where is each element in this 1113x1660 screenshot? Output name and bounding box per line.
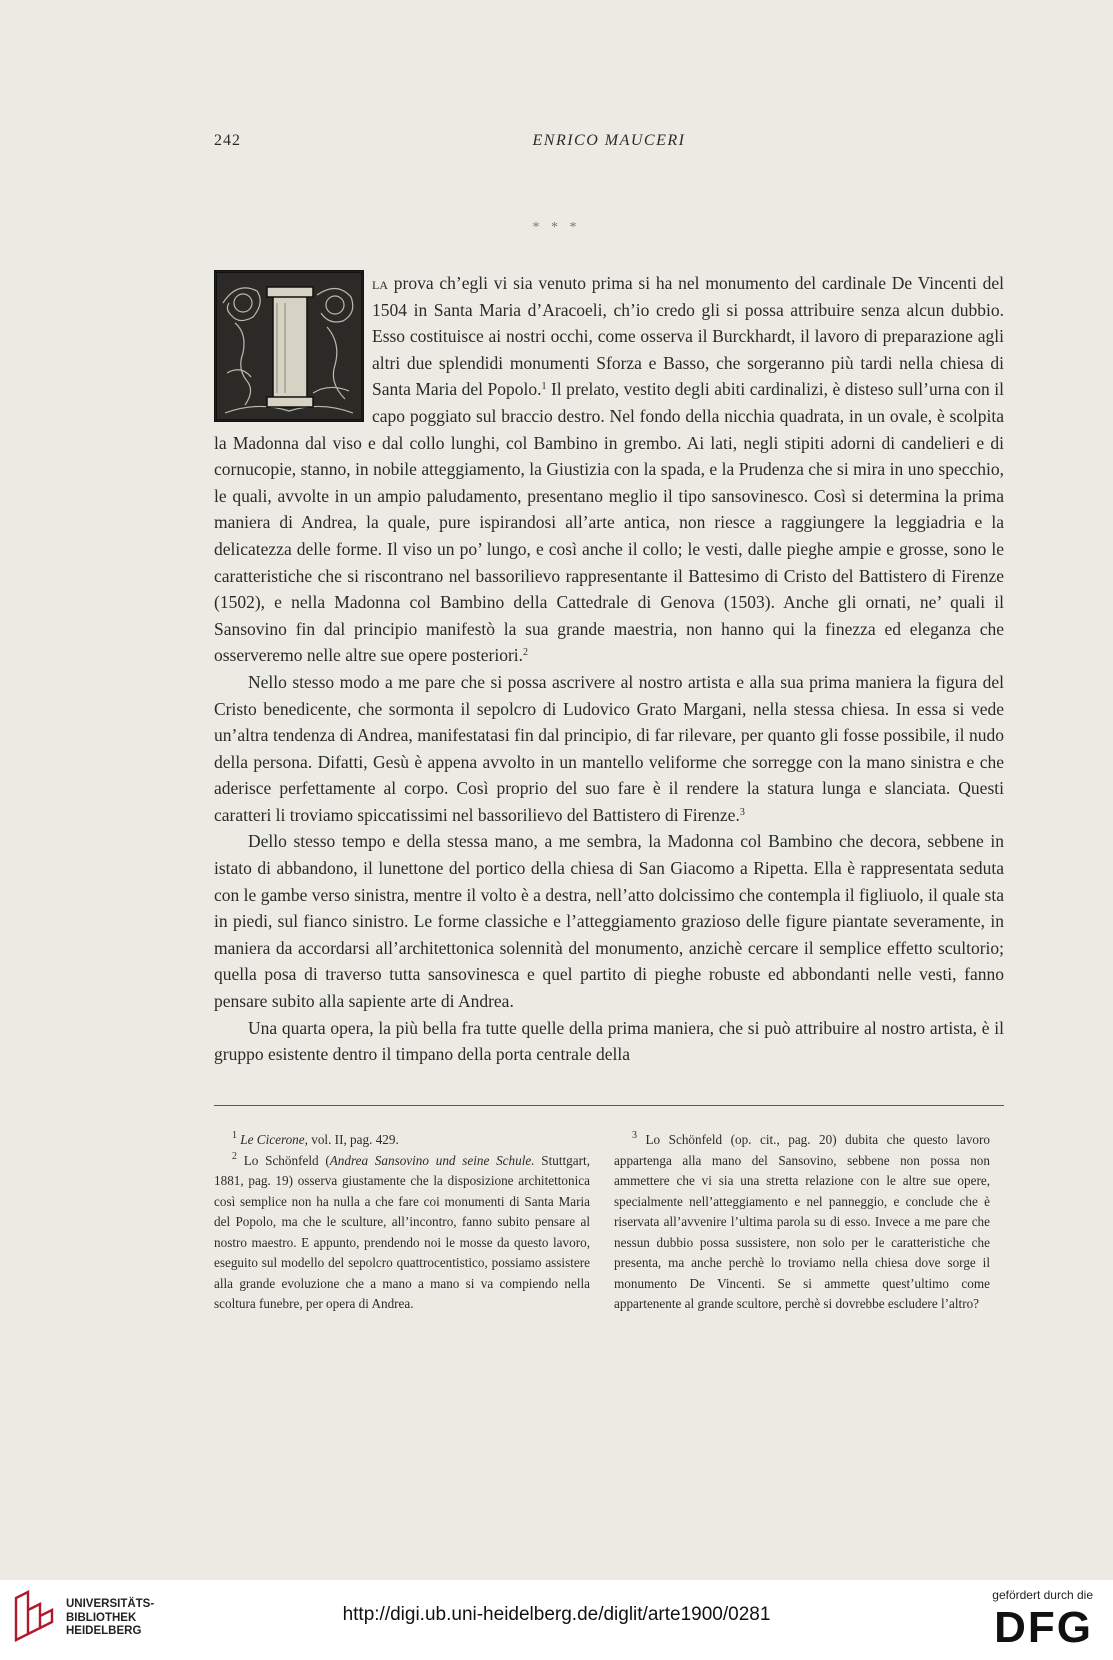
university-library-name: UNIVERSITÄTS- BIBLIOTHEK HEIDELBERG: [66, 1598, 155, 1637]
footnote-3: $^3$ Lo Schönfeld (op. cit., pag. 20) dubita che questo lavoro appartenga alla mano del Sansovino, sebbene non possa non ammettere che vi sia una stretta relazione con le altre sue opere, specialmente nell’atteggiamento e nel panneggio, e conclude che è riservata all’avvenire l’ultima parola su di esso. Invece a me pare che nessun dubbio possa sussistere, non solo per le caratteristiche che presenta, ma anche perchè lo troviamo nella chiesa dove sorge il monumento De Vincenti. Se si ammette quest’ultimo come appartenente al grande scultore, perchè si dovrebbe escludere l’altro?: [614, 1130, 990, 1311]
footnote-column-left: [214, 1130, 590, 1315]
funded-by-label: gefördert durch die: [992, 1588, 1093, 1602]
dfg-logo-icon[interactable]: DFG: [994, 1603, 1093, 1652]
paragraph: Una quarta opera, la più bella fra tutte quelle della prima maniera, che si può attribuire al nostro artista, è il gruppo esistente dentro il timpano della porta centrale della: [214, 1017, 1004, 1065]
footnote-ref: 3: [739, 806, 745, 818]
footnote-rule: [214, 1105, 1004, 1106]
footnote-ref: 1: [541, 381, 547, 393]
footnote-1: $^1$ Le Cicerone, vol. II, pag. 429.: [232, 1130, 399, 1147]
footnote-ref: 2: [523, 647, 529, 659]
page-number: 242: [214, 132, 241, 149]
paragraph: Dello stesso tempo e della stessa mano, a me sembra, la Madonna col Bambino che decora, sebbene in istato di abbandono, il lunettone del portico della chiesa di San Giacomo a Ripetta. Ella è rappresentata seduta con le gambe verso sinistra, mentre il volto è a destra, nell’atto dolcissimo che contempla il figliuolo, il quale sta in piedi, sul fianco sinistro. Le forme classiche e l’atteggiamento grazioso delle figure piantate severamente, in maniera da accordarsi all’architettonica solennità del monumento, anzichè cercare il semplice effetto scultorio; quella posa di traverso tutta sansovinesca e quel partito di pieghe robuste ed abbondanti nelle vesti, fanno pensare subito alla sapiente arte di Andrea.: [214, 831, 1004, 1012]
paragraph-lead: la: [372, 273, 388, 293]
paragraph: Nello stesso modo a me pare che si possa ascrivere al nostro artista e alla sua prima maniera la figura del Cristo benedicente, che sormonta il sepolcro di Ludovico Grato Margani, nella stessa chiesa. In essa si vede un’altra tendenza di Andrea, manifestatasi fin dal principio, di far rilevare, per quanto gli fosse possibile, il nudo della persona. Difatti, Gesù è appena avvolto in un mantello veliforme che sorregge con la mano sinistra e che aderisce perfettamente al corpo. Così proprio del suo fare è il rendere la statura lunga e slanciata. Questi caratteri li troviamo spiccatissimi nel bassorilievo del Battistero di Firenze.$^3$: [214, 671, 1004, 825]
paragraph: la prova ch’egli vi sia venuto prima si ha nel monumento del cardinale De Vincenti del 1504 in Santa Maria d’Aracoeli, ch’io credo gli si possa attribuire senza alcun dubbio. Esso costituisce ai nostri occhi, come osserva il Burckhardt, il lavoro di preparazione agli altri due splendidi monumenti Sforza e Basso, che sorgeranno più tardi nella chiesa di Santa Maria del Popolo.$^1$ Il prelato, vestito degli abiti cardinalizi, è disteso sull’urna con il capo poggiato sul braccio destro. Nel fondo della nicchia quadrata, in un ovale, è scolpita la Madonna dal viso e dal collo lunghi, col Bambino in grembo. Ai lati, negli stipiti adorni di candelieri e di cornucopie, stanno, in nobile atteggiamento, la Giustizia con la spada, e la Prudenza che si mira in uno specchio, le quali, avvolte in un ampio paludamento, presentano meglio il tipo sansovinesco. Così si determina la prima maniera di Andrea, la quale, pure ispirandosi all’arte antica, non riesce a raggiungere la leggiadria e la delicatezza delle forme. Il viso un po’ lungo, e così anche il collo; le vesti, dalle pieghe ampie e grosse, sono le caratteristiche che si riscontrano nel bassorilievo rappresentante il Battesimo di Cristo del Battistero di Firenze (1502), e nella Madonna col Bambino della Cattedrale di Genova (1503). Anche gli ornati, ne’ quali il Sansovino fin dal principio manifestò la sua grande maestria, non hanno qui la finezza ed eleganza che osserveremo nelle altre sue opere posteriori.$^2$: [214, 273, 1004, 666]
page-header: [214, 132, 1004, 156]
section-break: * * *: [532, 220, 581, 235]
footer-bar: [0, 1580, 1113, 1660]
footnote-2: $^2$ Lo Schönfeld (Andrea Sansovino und seine Schule. Stuttgart, 1881, pag. 19) osserva giustamente che la disposizione architettonica così semplice non ha nulla a che fare coi monumenti di Santa Maria del Popolo, ma che le sculture, all’incontro, fanno subito pensare al nostro maestro. E appunto, prendendo noi le mosse da questo lavoro, eseguito sul modello del sepolcro quattrocentistico, possiamo assistere alla grande evoluzione che a mano a mano si va compiendo nella scoltura funebre, per opera di Andrea.: [214, 1150, 590, 1311]
body-text: [214, 270, 1004, 1068]
running-title: ENRICO MAUCERI: [532, 132, 686, 149]
footnote-column-right: [614, 1130, 990, 1315]
permalink[interactable]: http://digi.ub.uni-heidelberg.de/diglit/arte1900/0281: [342, 1604, 771, 1625]
